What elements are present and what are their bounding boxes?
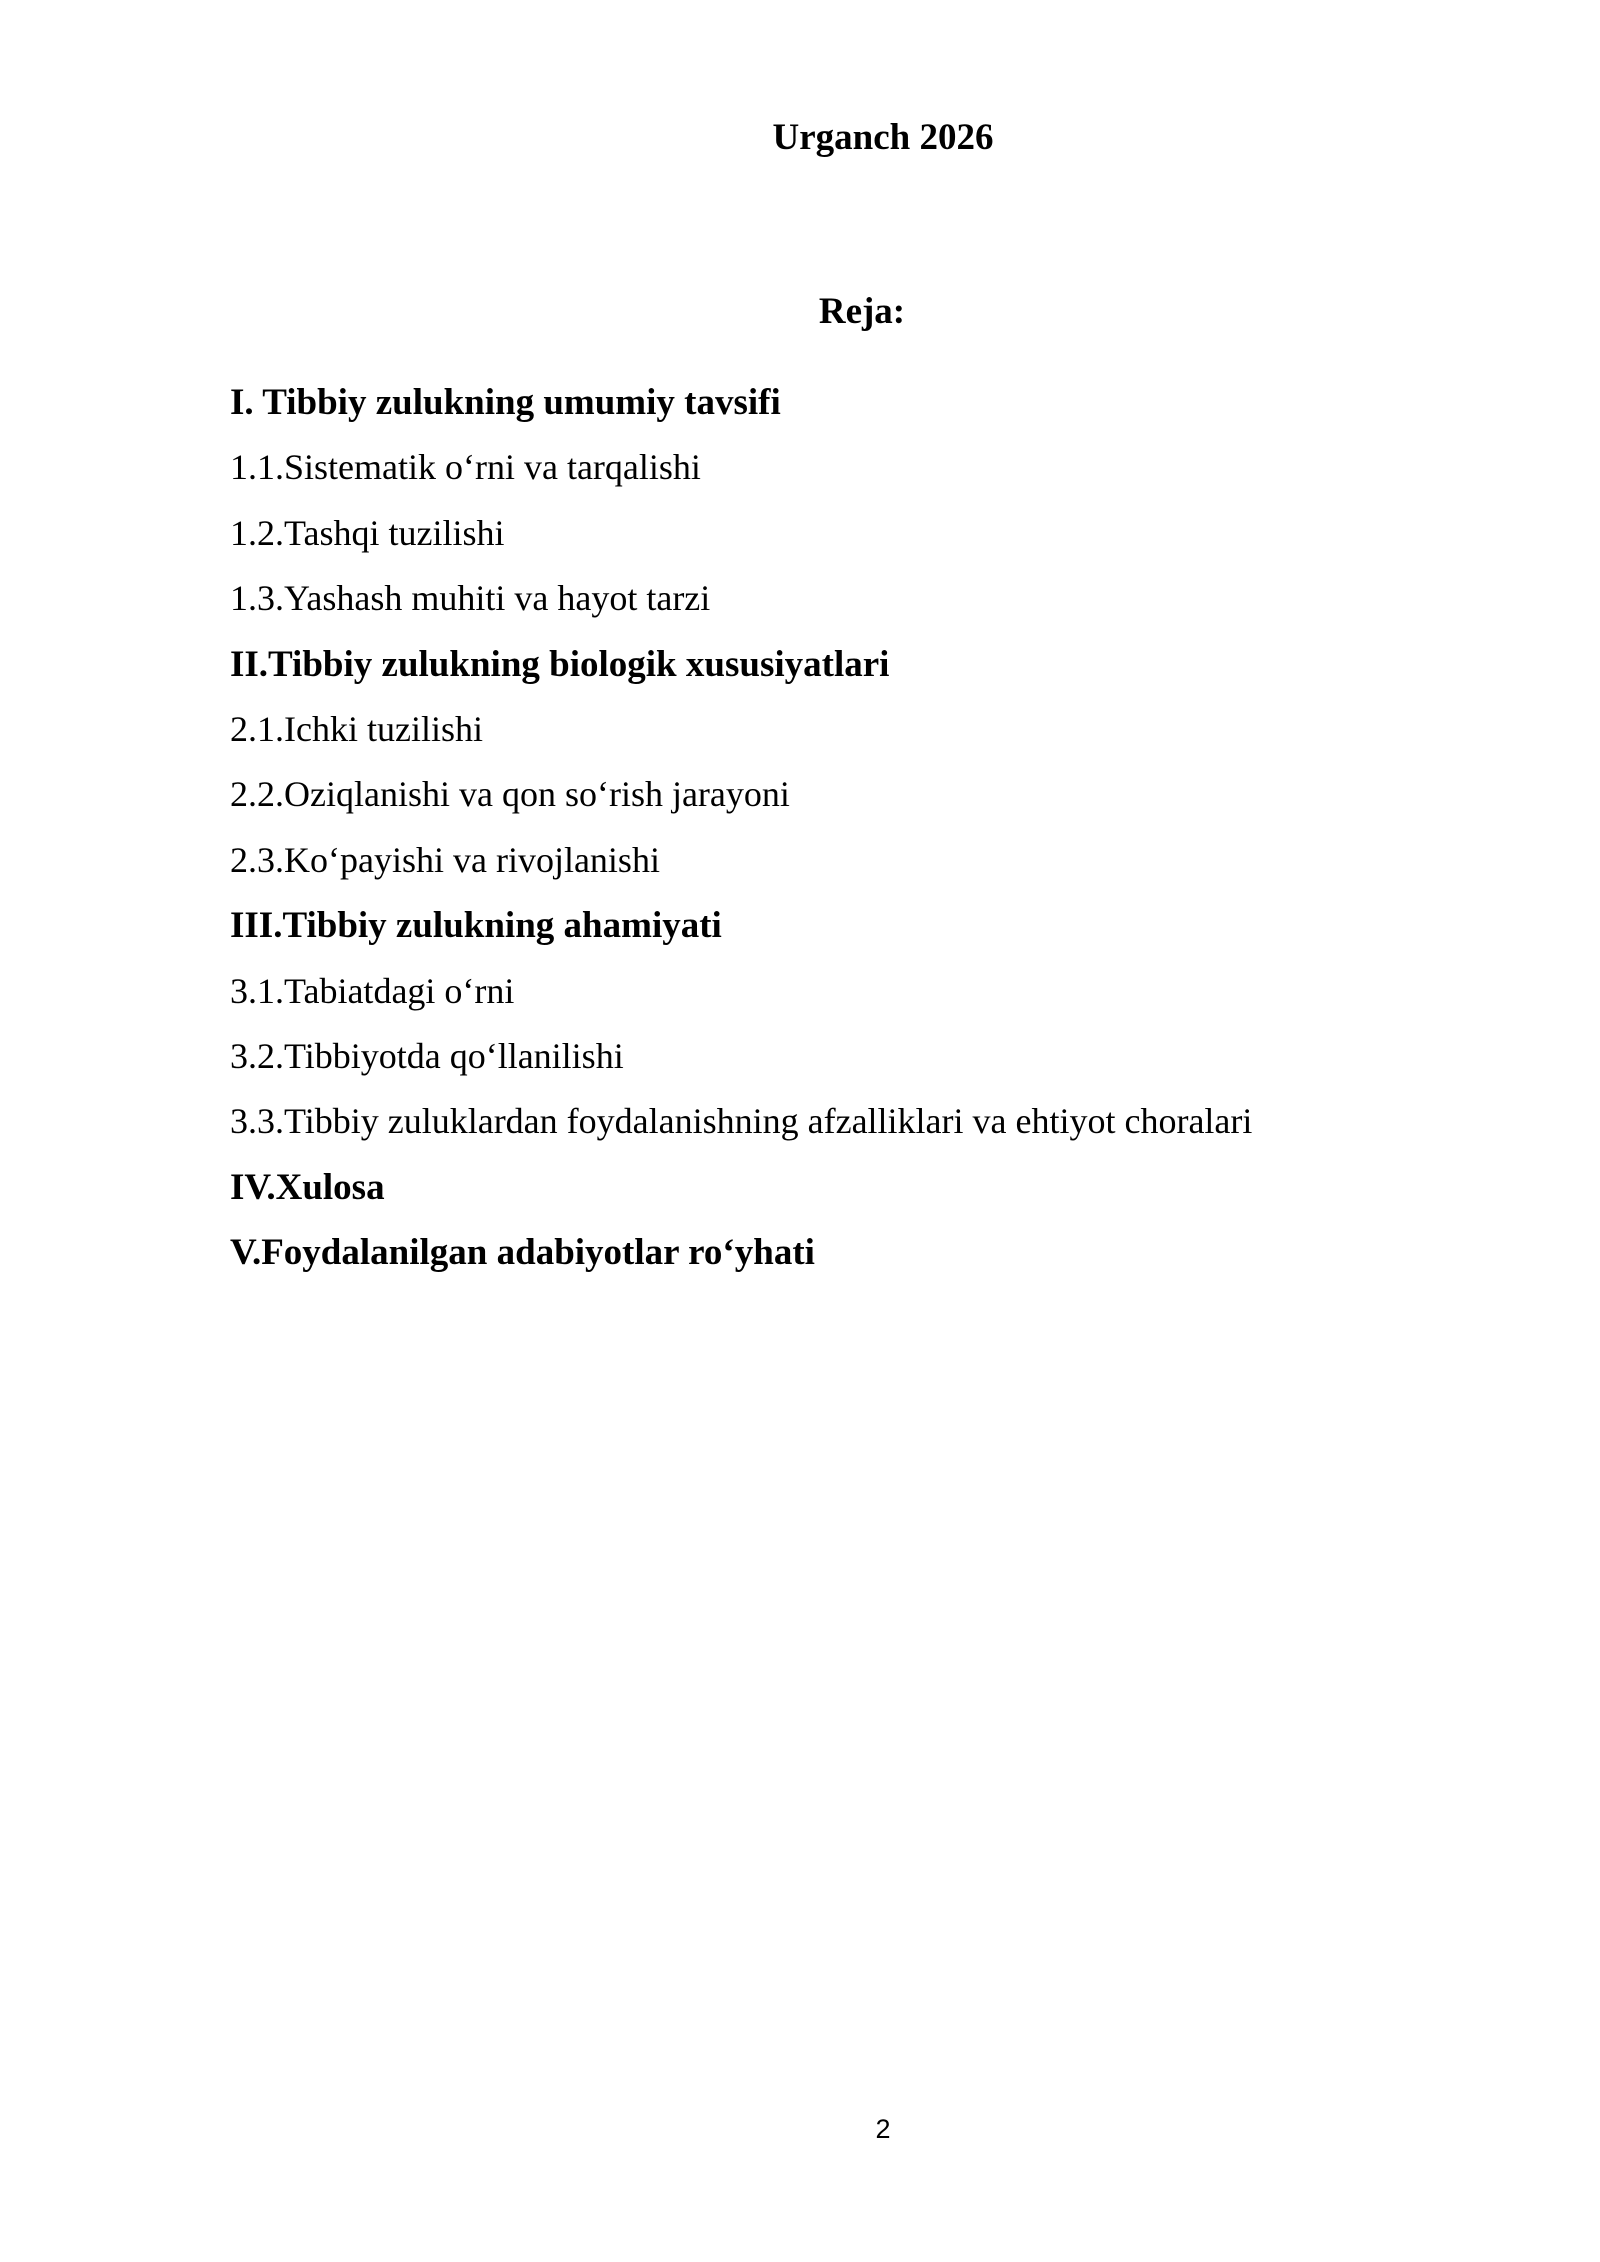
plan-section-5: V.Foydalanilgan adabiyotlar ro‘yhati	[230, 1232, 815, 1274]
plan-section-2: II.Tibbiy zulukning biologik xususiyatlari	[230, 643, 890, 685]
plan-subsection-3-3: 3.3.Tibbiy zuluklardan foydalanishning afzalliklari va ehtiyot choralari	[230, 1101, 1253, 1142]
plan-title: Reja:	[818, 291, 906, 332]
plan-list	[230, 370, 1430, 1285]
page-number: 2	[875, 2114, 891, 2144]
plan-subsection-2-3: 2.3.Ko‘payishi va rivojlanishi	[230, 839, 660, 880]
plan-subsection-3-2: 3.2.Tibbiyotda qo‘llanilishi	[230, 1035, 624, 1076]
plan-subsection-2-1: 2.1.Ichki tuzilishi	[230, 708, 483, 749]
location-year-heading: Urganch 2026	[772, 117, 994, 158]
plan-subsection-3-1: 3.1.Tabiatdagi o‘rni	[230, 970, 515, 1011]
plan-subsection-1-3: 1.3.Yashash muhiti va hayot tarzi	[230, 578, 711, 619]
plan-section-3: III.Tibbiy zulukning ahamiyati	[230, 905, 722, 947]
plan-subsection-2-2: 2.2.Oziqlanishi va qon so‘rish jarayoni	[230, 774, 790, 815]
plan-section-1: I. Tibbiy zulukning umumiy tavsifi	[230, 382, 781, 423]
plan-section-4: IV.Xulosa	[230, 1166, 385, 1208]
plan-subsection-1-2: 1.2.Tashqi tuzilishi	[230, 512, 505, 553]
plan-subsection-1-1: 1.1.Sistematik o‘rni va tarqalishi	[230, 447, 701, 488]
